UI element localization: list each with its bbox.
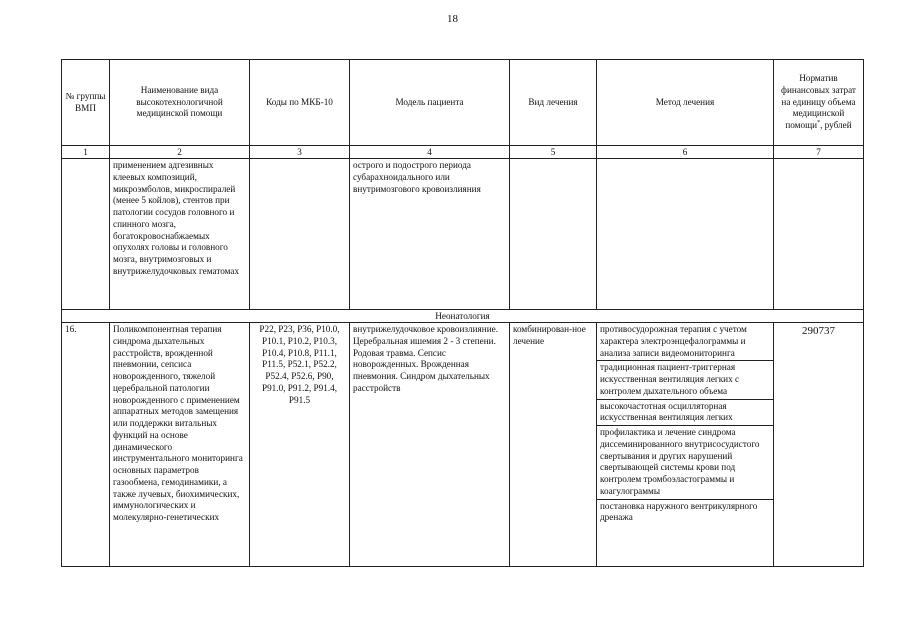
cont-name-cell: применением адгезивных клеевых композиций, микроэмболов, микроспиралей (менее 5 койлов), стентов при патологии сосудов головного и спинного мозга, богатокровоснабжаемых опухолях головы и головного мозга, внутримозговых и внутрижелудочковых гематомах — [110, 159, 250, 310]
header-cost-standard — [774, 60, 864, 146]
method-item: традиционная пациент-триггерная искусственная вентиляция легких с контролем дыхательного объема — [597, 361, 773, 399]
column-number-row — [62, 146, 864, 159]
vmp-table — [61, 59, 864, 567]
continuation-row — [62, 159, 864, 310]
row16-cost: 290737 — [774, 323, 864, 567]
table-row-16 — [62, 323, 864, 567]
header-row — [62, 60, 864, 146]
header-patient-model: Модель пациента — [350, 60, 510, 146]
section-title: Неонатология — [62, 310, 864, 323]
column-number: 1 — [62, 146, 110, 159]
header-cost-tail: , рублей — [820, 120, 852, 131]
cont-group-cell — [62, 159, 110, 310]
row16-icd-codes: P22, P23, P36, P10.0, P10.1, P10.2, P10.3, P10.4, P10.8, P11.1, P11.5, P52.1, P52.2, P52.4, P52.6, P90, P91.0, P91.2, P91.4, P91.5 — [250, 323, 350, 567]
column-number: 7 — [774, 146, 864, 159]
method-item: высокочастотная осцилляторная искусственная вентиляция легких — [597, 400, 773, 427]
header-treatment-type: Вид лечения — [510, 60, 597, 146]
row16-treatment-type: комбинирован-ное лечение — [510, 323, 597, 567]
header-cost-footnote-mark: * — [817, 120, 821, 127]
section-row — [62, 310, 864, 323]
method-item: постановка наружного вентрикулярного дренажа — [600, 500, 758, 523]
row16-methods-cell — [597, 323, 774, 567]
header-care-type-name: Наименование вида высокотехнологичной медицинской помощи — [110, 60, 250, 146]
column-number: 6 — [597, 146, 774, 159]
row16-patient-model: внутрижелудочковое кровоизлияние. Церебральная ишемия 2 - 3 степени. Родовая травма. Сепсис новорожденных. Врожденная пневмония. Синдром дыхательных расстройств — [350, 323, 510, 567]
cont-treatment-cell — [510, 159, 597, 310]
row16-care-name: Поликомпонентная терапия синдрома дыхательных расстройств, врожденной пневмонии, сепсиса новорожденного, тяжелой церебральной патологии новорожденного с применением аппаратных методов замещения или поддержки витальных функций на основе динамического инструментального мониторинга основных параметров газообмена, гемодинамики, а также лучевых, биохимических, иммунологических и молекулярно-генетических — [110, 323, 250, 567]
column-number: 3 — [250, 146, 350, 159]
column-number: 2 — [110, 146, 250, 159]
cont-codes-cell — [250, 159, 350, 310]
page-number: 18 — [447, 13, 458, 25]
cont-cost-cell — [774, 159, 864, 310]
method-item: противосудорожная терапия с учетом характера электроэнцефалограммы и анализа записи видеомониторинга — [597, 323, 773, 361]
column-number: 5 — [510, 146, 597, 159]
header-icd-codes: Коды по МКБ-10 — [250, 60, 350, 146]
cont-model-cell: острого и подострого периода субарахноидального или внутримозгового кровоизлияния — [350, 159, 510, 310]
column-number: 4 — [350, 146, 510, 159]
header-treatment-method: Метод лечения — [597, 60, 774, 146]
row16-group-number: 16. — [62, 323, 110, 567]
method-item: профилактика и лечение синдрома диссеминированного внутрисосудистого свертывания и других нарушений свертывающей системы крови под контролем тромбоэластограммы и коагулограммы — [597, 426, 773, 500]
cont-method-cell — [597, 159, 774, 310]
header-group-number: № группы ВМП — [62, 60, 110, 146]
header-cost-main: Норматив финансовых затрат на единицу объема медицинской помощи — [781, 73, 856, 131]
